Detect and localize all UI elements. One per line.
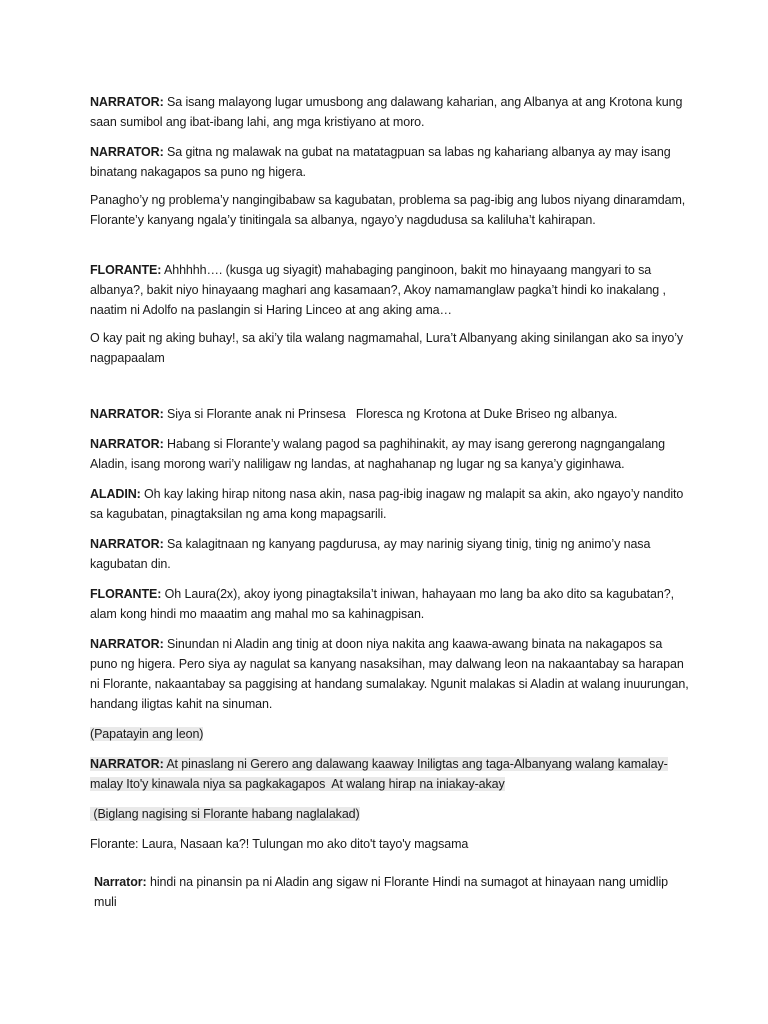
speaker-label: NARRATOR: (90, 757, 164, 771)
paragraph-12 (90, 724, 690, 744)
paragraph-4 (90, 260, 690, 320)
speaker-label: ALADIN: (90, 487, 141, 501)
stage-direction: (Papatayin ang leon) (90, 727, 204, 741)
dialogue-text: Florante: Laura, Nasaan ka?! Tulungan mo ako dito't tayo'y magsama (90, 837, 469, 851)
paragraph-6 (90, 404, 690, 424)
dialogue-text: O kay pait ng aking buhay!, sa aki’y tila walang nagmamahal, Lura’t Albanyang aking sinilangan ako sa inyo’y nagpapaalam (90, 331, 684, 365)
paragraph-10 (90, 584, 690, 624)
dialogue-text: Habang si Florante’y walang pagod sa paghihinakit, ay may isang gererong nagngangalang Aladin, isang morong wari’y naliligaw ng landas, at naghahanap ng lugar ng sa kanya’y giginhawa. (90, 437, 666, 471)
paragraph-13 (90, 754, 690, 794)
paragraph-2 (90, 142, 690, 182)
speaker-label: NARRATOR: (90, 537, 164, 551)
speaker-label: Narrator: (94, 875, 147, 889)
dialogue-text: Ahhhhh…. (kusga ug siyagit) mahabaging panginoon, bakit mo hinayaang mangyari to sa albanya?, bakit niyo hinayaang maghari ang kasamaan?, Akoy namamanglaw pagka’t hindi ko inakalang , naatim ni Adolfo na paslangin si Haring Linceo at ang aking ama… (90, 263, 666, 317)
paragraph-3 (90, 190, 690, 230)
dialogue-text: hindi na pinansin pa ni Aladin ang sigaw ni Florante Hindi na sumagot at hinayaan nang umidlip muli (94, 875, 669, 909)
speaker-label: FLORANTE: (90, 263, 162, 277)
speaker-label: FLORANTE: (90, 587, 162, 601)
dialogue-text: Oh kay laking hirap nitong nasa akin, nasa pag-ibig inagaw ng malapit sa akin, ako ngayo’y nandito sa kagubatan, pinagtaksilan ng ama kong mapagsarili. (90, 487, 684, 521)
paragraph-14 (90, 804, 690, 824)
speaker-label: NARRATOR: (90, 437, 164, 451)
dialogue-text: Panagho’y ng problema’y nangingibabaw sa kagubatan, problema sa pag-ibig ang lubos niyang dinaramdam, Florante’y kanyang ngala’y tinitingala sa albanya, ngayo’y nagdudusa sa kaliluha’t kahirapan. (90, 193, 686, 227)
dialogue-text: Sa gitna ng malawak na gubat na matatagpuan sa labas ng kahariang albanya ay may isang binatang nakagapos sa puno ng higera. (90, 145, 671, 179)
dialogue-text: Siya si Florante anak ni Prinsesa Floresca ng Krotona at Duke Briseo ng albanya. (163, 407, 618, 421)
paragraph-9 (90, 534, 690, 574)
speaker-label: NARRATOR: (90, 637, 164, 651)
dialogue-text: At pinaslang ni Gerero ang dalawang kaaway Iniligtas ang taga-Albanyang walang kamalay-malay Ito'y kinawala niya sa pagkakagapos At walang hirap na iniakay-akay (90, 757, 668, 791)
paragraph-7 (90, 434, 690, 474)
paragraph-11 (90, 634, 690, 714)
paragraph-5 (90, 328, 690, 368)
stage-direction: (Biglang nagising si Florante habang naglalakad) (90, 807, 360, 821)
dialogue-text: Sa kalagitnaan ng kanyang pagdurusa, ay may narinig siyang tinig, tinig ng animo’y nasa kagubatan din. (90, 537, 651, 571)
paragraph-8 (90, 484, 690, 524)
dialogue-text: Oh Laura(2x), akoy iyong pinagtaksila’t iniwan, hahayaan mo lang ba ako dito sa kagubatan?, alam kong hindi mo maaatim ang mahal mo sa kahinagpisan. (90, 587, 674, 621)
speaker-label: NARRATOR: (90, 407, 164, 421)
dialogue-text: Sa isang malayong lugar umusbong ang dalawang kaharian, ang Albanya at ang Krotona kung saan sumibol ang ibat-ibang lahi, ang mga kristiyano at moro. (90, 95, 683, 129)
speaker-label: NARRATOR: (90, 145, 164, 159)
paragraph-1 (90, 92, 690, 132)
paragraph-16 (90, 872, 690, 912)
paragraph-15 (90, 834, 690, 854)
document-page (90, 92, 690, 912)
speaker-label: NARRATOR: (90, 95, 164, 109)
dialogue-text: Sinundan ni Aladin ang tinig at doon niya nakita ang kaawa-awang binata na nakagapos sa puno ng higera. Pero siya ay nagulat sa kanyang nasaksihan, may dalwang leon na nakaantabay sa harapan ni Florante, nakaantabay sa paggising at handang sumalakay. Ngunit malakas si Aladin at walang inuurungan, handang iligtas kahit na sinuman. (90, 637, 689, 711)
